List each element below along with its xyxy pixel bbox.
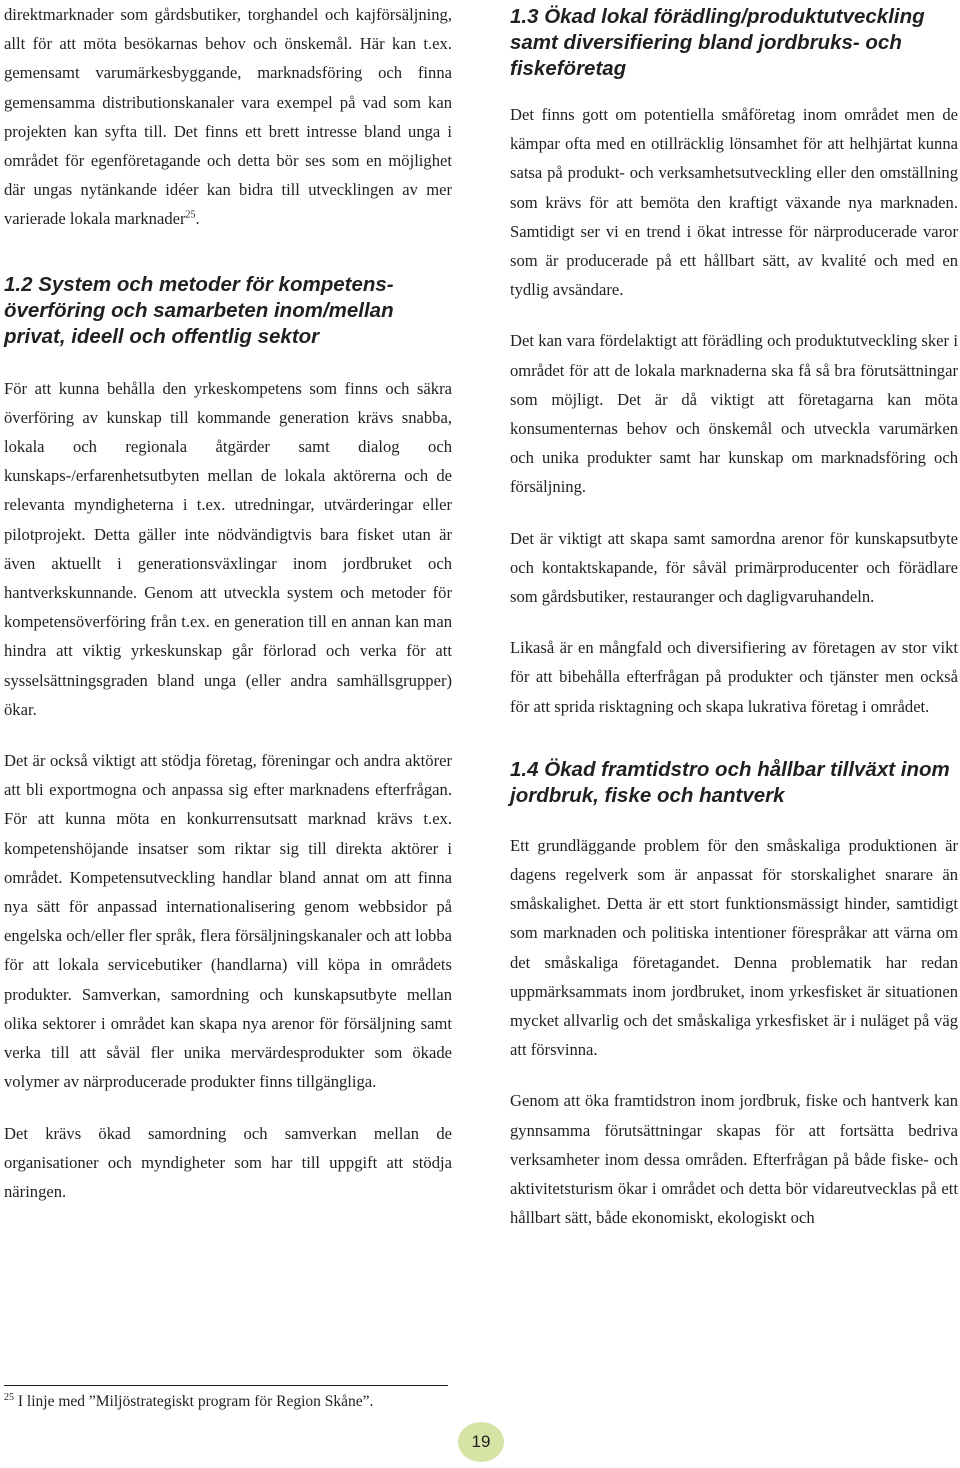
right-paragraph-6: Genom att öka framtidstron inom jordbruk, fiske och hantverk kan gynnsamma förutsättningar skapas för att fortsätta bedriva verksamheter inom dessa områden. Efterfrågan på både fiske- och aktivitetsturism ökar i området och detta bör vidareutvecklas på ett hållbart sätt, både ekonomiskt, ekologiskt och [510, 1091, 958, 1228]
footnote-number: 25 [4, 1391, 14, 1403]
footnote [4, 1391, 452, 1413]
heading-1-4: 1.4 Ökad framtidstro och hållbar tillväxt inom jordbruk, fiske och hantverk [510, 757, 950, 807]
left-column [4, 0, 452, 1206]
left-paragraph-4: Det krävs ökad samordning och samverkan mellan de organisationer och myndigheter som har till uppgift att stödja näringen. [4, 1123, 452, 1201]
footnote-divider [4, 1385, 448, 1386]
right-paragraph-4: Likaså är en mångfald och diversifiering av företagen av stor vikt för att bibehålla efterfrågan på produkter och tjänster men också för att sprida risktagning och skapa lukrativa företag i området. [510, 638, 958, 716]
left-paragraph-1: direktmarknader som gårdsbutiker, torghandel och kajförsäljning, allt för att möta besökarnas behov och önskemål. Här kan t.ex. gemensamt varumärkesbyggande, marknadsföring och finna gemensamma distributionskanaler vara exempel på vad som kan projekten kan syfta till. Det finns ett brett intresse bland unga i området för egenföretagande och detta bör ses som en möjlighet där ungas nytänkande idéer kan bidra till utvecklingen av mer varierade lokala marknader$^{25}$. [4, 5, 452, 229]
page-number-badge [458, 1422, 504, 1462]
footnote-text: I linje med ”Miljöstrategiskt program för Region Skåne”. [17, 1393, 374, 1410]
left-paragraph-3: Det är också viktigt att stödja företag, föreningar och andra aktörer att bli exportmogna och anpassa sig efter marknadens efterfrågan. För att kunna möta en konkurrensutsatt marknad krävs t.ex. kompetenshöjande insatser som riktar sig till direkta aktörer i området. Kompetensutveckling handlar bland annat om att finna nya sätt för anpassad internationalisering genom webbsidor på engelska och/eller fler språk, flera försäljningskanaler och att lobba för att lokala servicebutiker (handlarna) vill köpa in områdets produkter. Samverkan, samordning och kunskapsutbyte mellan olika sektorer i området kan skapa nya arenor för försäljning samt verka till att såväl fler unika mervärdesprodukter som ökade volymer av närproducerade produkter finns tillgängliga. [4, 751, 452, 1092]
right-paragraph-2: Det kan vara fördelaktigt att förädling och produktutveckling sker i området för att de lokala marknaderna ska få så bra förutsättningar som möjligt. Det är då viktigt att företagarna kan möta konsumenternas behov och önskemål och utveckla varumärken och unika produkter samt har kunskap om marknadsföring och försäljning. [510, 331, 958, 497]
heading-1-2: 1.2 System och metoder för kompetensöverföring och samarbeten inom/mellan privat, ideell och offentlig sektor [4, 272, 394, 348]
right-paragraph-5: Ett grundläggande problem för den småskaliga produktionen är dagens regelverk som är anpassat för storskalighet snarare än småskalighet. Detta är ett stort funktionsmässigt hinder, samtidigt som marknaden och politiska intentioner förespråkar att värna om det småskaliga företagandet. Denna problematik har redan uppmärksammats inom jordbruket, inom yrkesfisket är situationen mycket allvarlig och det småskaliga yrkesfisket är i nuläget på väg att försvinna. [510, 835, 958, 1060]
right-column [510, 0, 958, 1233]
heading-1-3: 1.3 Ökad lokal förädling/produktutveckling samt diversifiering bland jordbruks- och fiskeföretag [510, 5, 925, 80]
page-number: 19 [471, 1432, 491, 1451]
right-paragraph-1: Det finns gott om potentiella småföretag inom området men de kämpar ofta med en otillräcklig lönsamhet för att helhjärtat kunna satsa på produkt- och verksamhetsutveckling eller den omställning som krävs för att bemöta den kraftigt växande nya marknaden. Samtidigt ser vi en trend i ökat intresse för närproducerade varor som är producerade på ett hållbart sätt, av kvalité och med en tydlig avsändare. [510, 105, 958, 300]
left-paragraph-2: För att kunna behålla den yrkeskompetens som finns och säkra överföring av kunskap till kommande generation krävs snabba, lokala och regionala åtgärder samt dialog och kunskaps-/erfarenhetsutbyten mellan de lokala aktörerna och de relevanta myndigheterna i t.ex. utredningar, utvärderingar eller pilotprojekt. Detta gäller inte nödvändigtvis bara fisket utan är även aktuellt i generationsväxlingar inom jordbruket och hantverkskunnande. Genom att utveckla system och metoder för kompetensöverföring från t.ex. en generation till en annan kan man hindra att viktig yrkeskunskap går förlorad och verka för att sysselsättningsgraden bland unga (eller andra samhällsgrupper) ökar. [4, 378, 452, 719]
footnote-ref: 25 [185, 209, 196, 221]
right-paragraph-3: Det är viktigt att skapa samt samordna arenor för kunskapsutbyte och kontaktskapande, för såväl primärproducenter och förädlare som gårdsbutiker, restauranger och dagligvaruhandeln. [510, 528, 958, 607]
